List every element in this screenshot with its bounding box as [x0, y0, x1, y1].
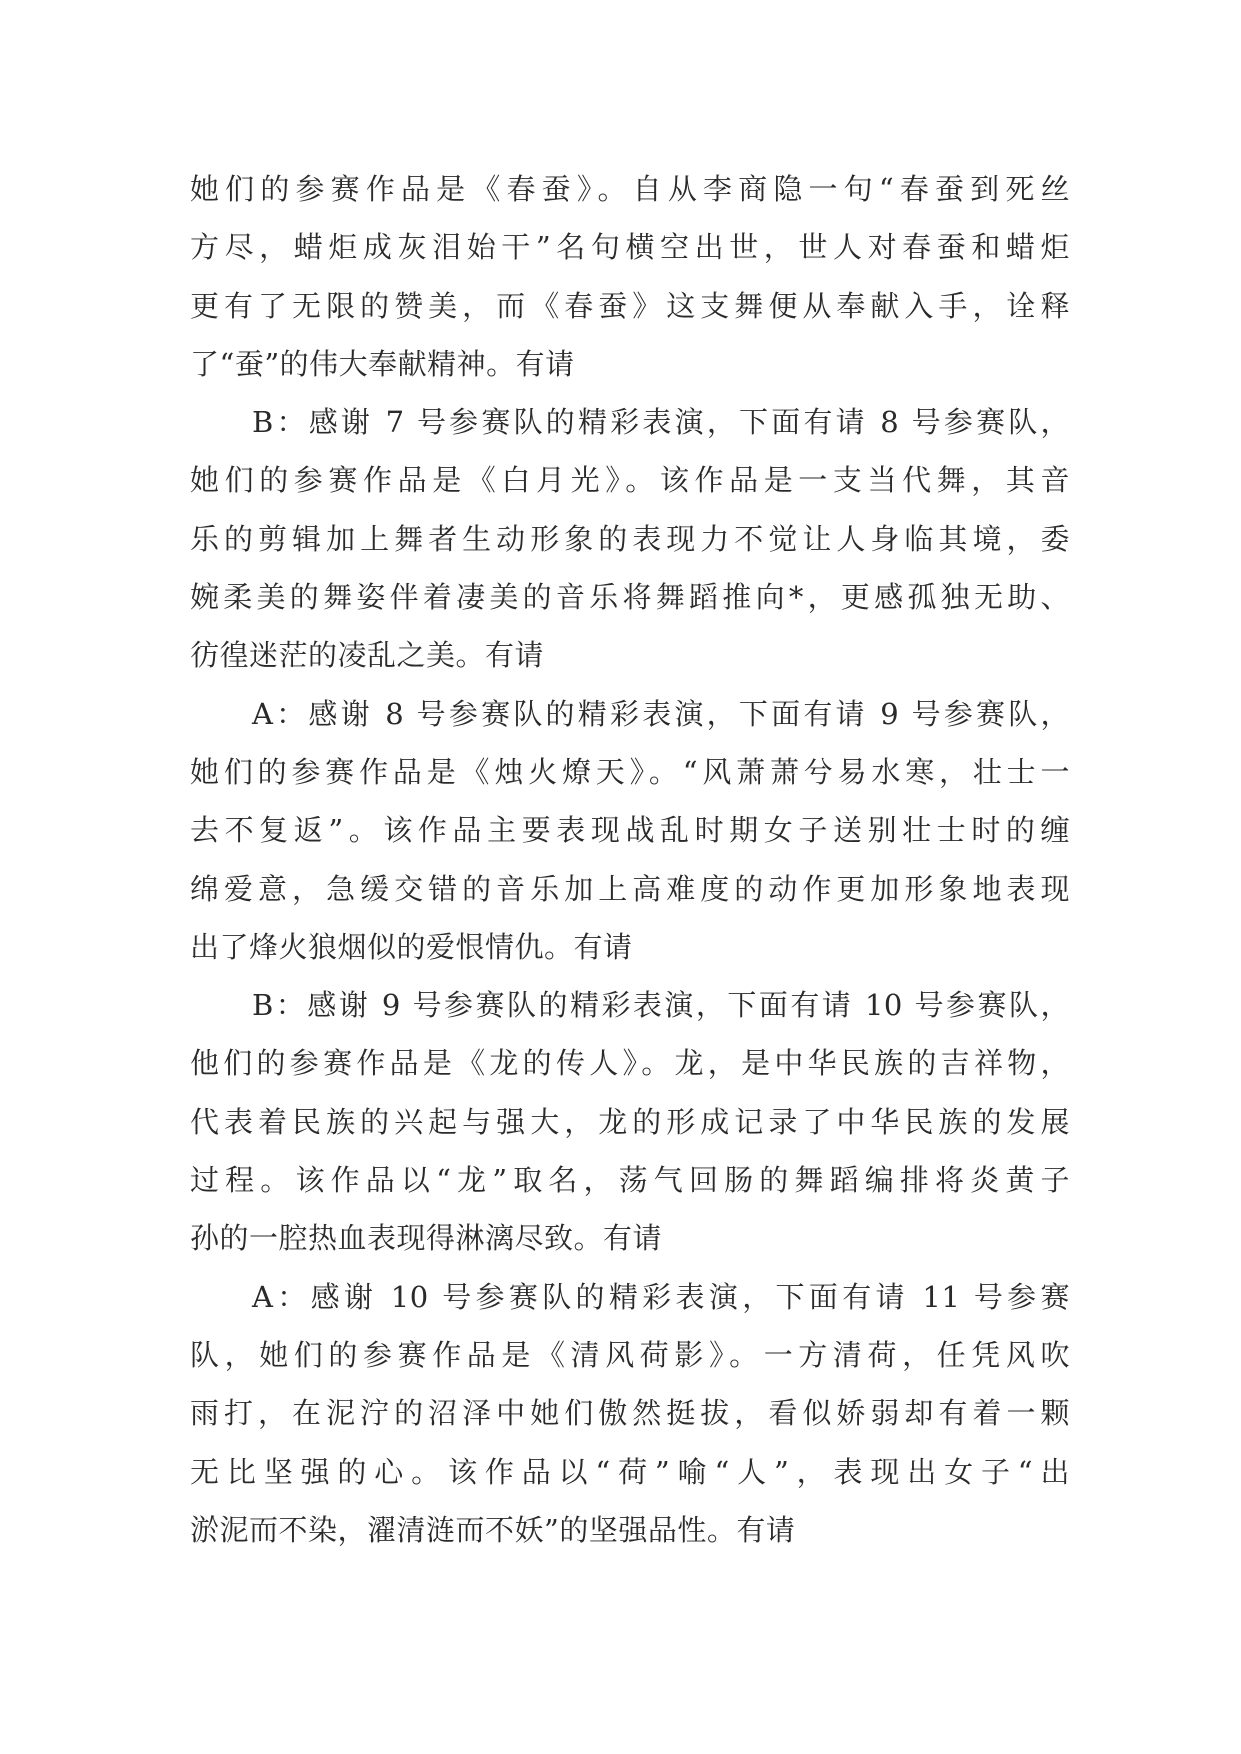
text-line: 出了烽火狼烟似的爱恨情仇。有请	[190, 929, 633, 964]
text-line: 代表着民族的兴起与强大，龙的形成记录了中华民族的发展	[190, 1104, 1070, 1139]
text-line: 她们的参赛作品是《烛火燎天》。“风萧萧兮易水寒，壮士一	[190, 754, 1070, 789]
text-line: 队，她们的参赛作品是《清风荷影》。一方清荷，任凭风吹	[190, 1337, 1070, 1372]
text-line: A：感谢 10 号参赛队的精彩表演，下面有请 11 号参赛	[252, 1279, 1070, 1314]
document-body	[190, 160, 1070, 1559]
text-line: 了“蚕”的伟大奉献精神。有请	[190, 346, 575, 381]
text-line: 婉柔美的舞姿伴着凄美的音乐将舞蹈推向*，更感孤独无助、	[190, 580, 1070, 615]
text-line: 无比坚强的心。该作品以“荷”喻“人”，表现出女子“出	[190, 1454, 1070, 1489]
text-line: 她们的参赛作品是《春蚕》。自从李商隐一句“春蚕到死丝	[190, 172, 1070, 206]
text-line: B：感谢 9 号参赛队的精彩表演，下面有请 10 号参赛队，	[252, 988, 1070, 1023]
text-line: 她们的参赛作品是《白月光》。该作品是一支当代舞，其音	[190, 463, 1070, 498]
text-line: 他们的参赛作品是《龙的传人》。龙，是中华民族的吉祥物，	[190, 1046, 1070, 1081]
text-line: 绵爱意，急缓交错的音乐加上高难度的动作更加形象地表现	[190, 871, 1070, 906]
text-line: 去不复返”。该作品主要表现战乱时期女子送别壮士时的缠	[190, 813, 1070, 848]
text-line: 彷徨迷茫的凌乱之美。有请	[190, 638, 545, 673]
text-line: 更有了无限的赞美，而《春蚕》这支舞便从奉献入手，诠释	[190, 288, 1070, 323]
text-line: A：感谢 8 号参赛队的精彩表演，下面有请 9 号参赛队，	[252, 696, 1070, 731]
text-line: 雨打，在泥泞的沼泽中她们傲然挺拔，看似娇弱却有着一颗	[190, 1396, 1070, 1431]
text-line: B：感谢 7 号参赛队的精彩表演，下面有请 8 号参赛队，	[252, 405, 1070, 440]
text-line: 方尽，蜡炬成灰泪始干”名句横空出世，世人对春蚕和蜡炬	[190, 230, 1070, 265]
text-line: 淤泥而不染，濯清涟而不妖”的坚强品性。有请	[190, 1512, 796, 1547]
text-line: 孙的一腔热血表现得淋漓尽致。有请	[190, 1221, 663, 1256]
text-line: 乐的剪辑加上舞者生动形象的表现力不觉让人身临其境，委	[190, 521, 1070, 556]
text-line: 过程。该作品以“龙”取名，荡气回肠的舞蹈编排将炎黄子	[190, 1163, 1070, 1198]
